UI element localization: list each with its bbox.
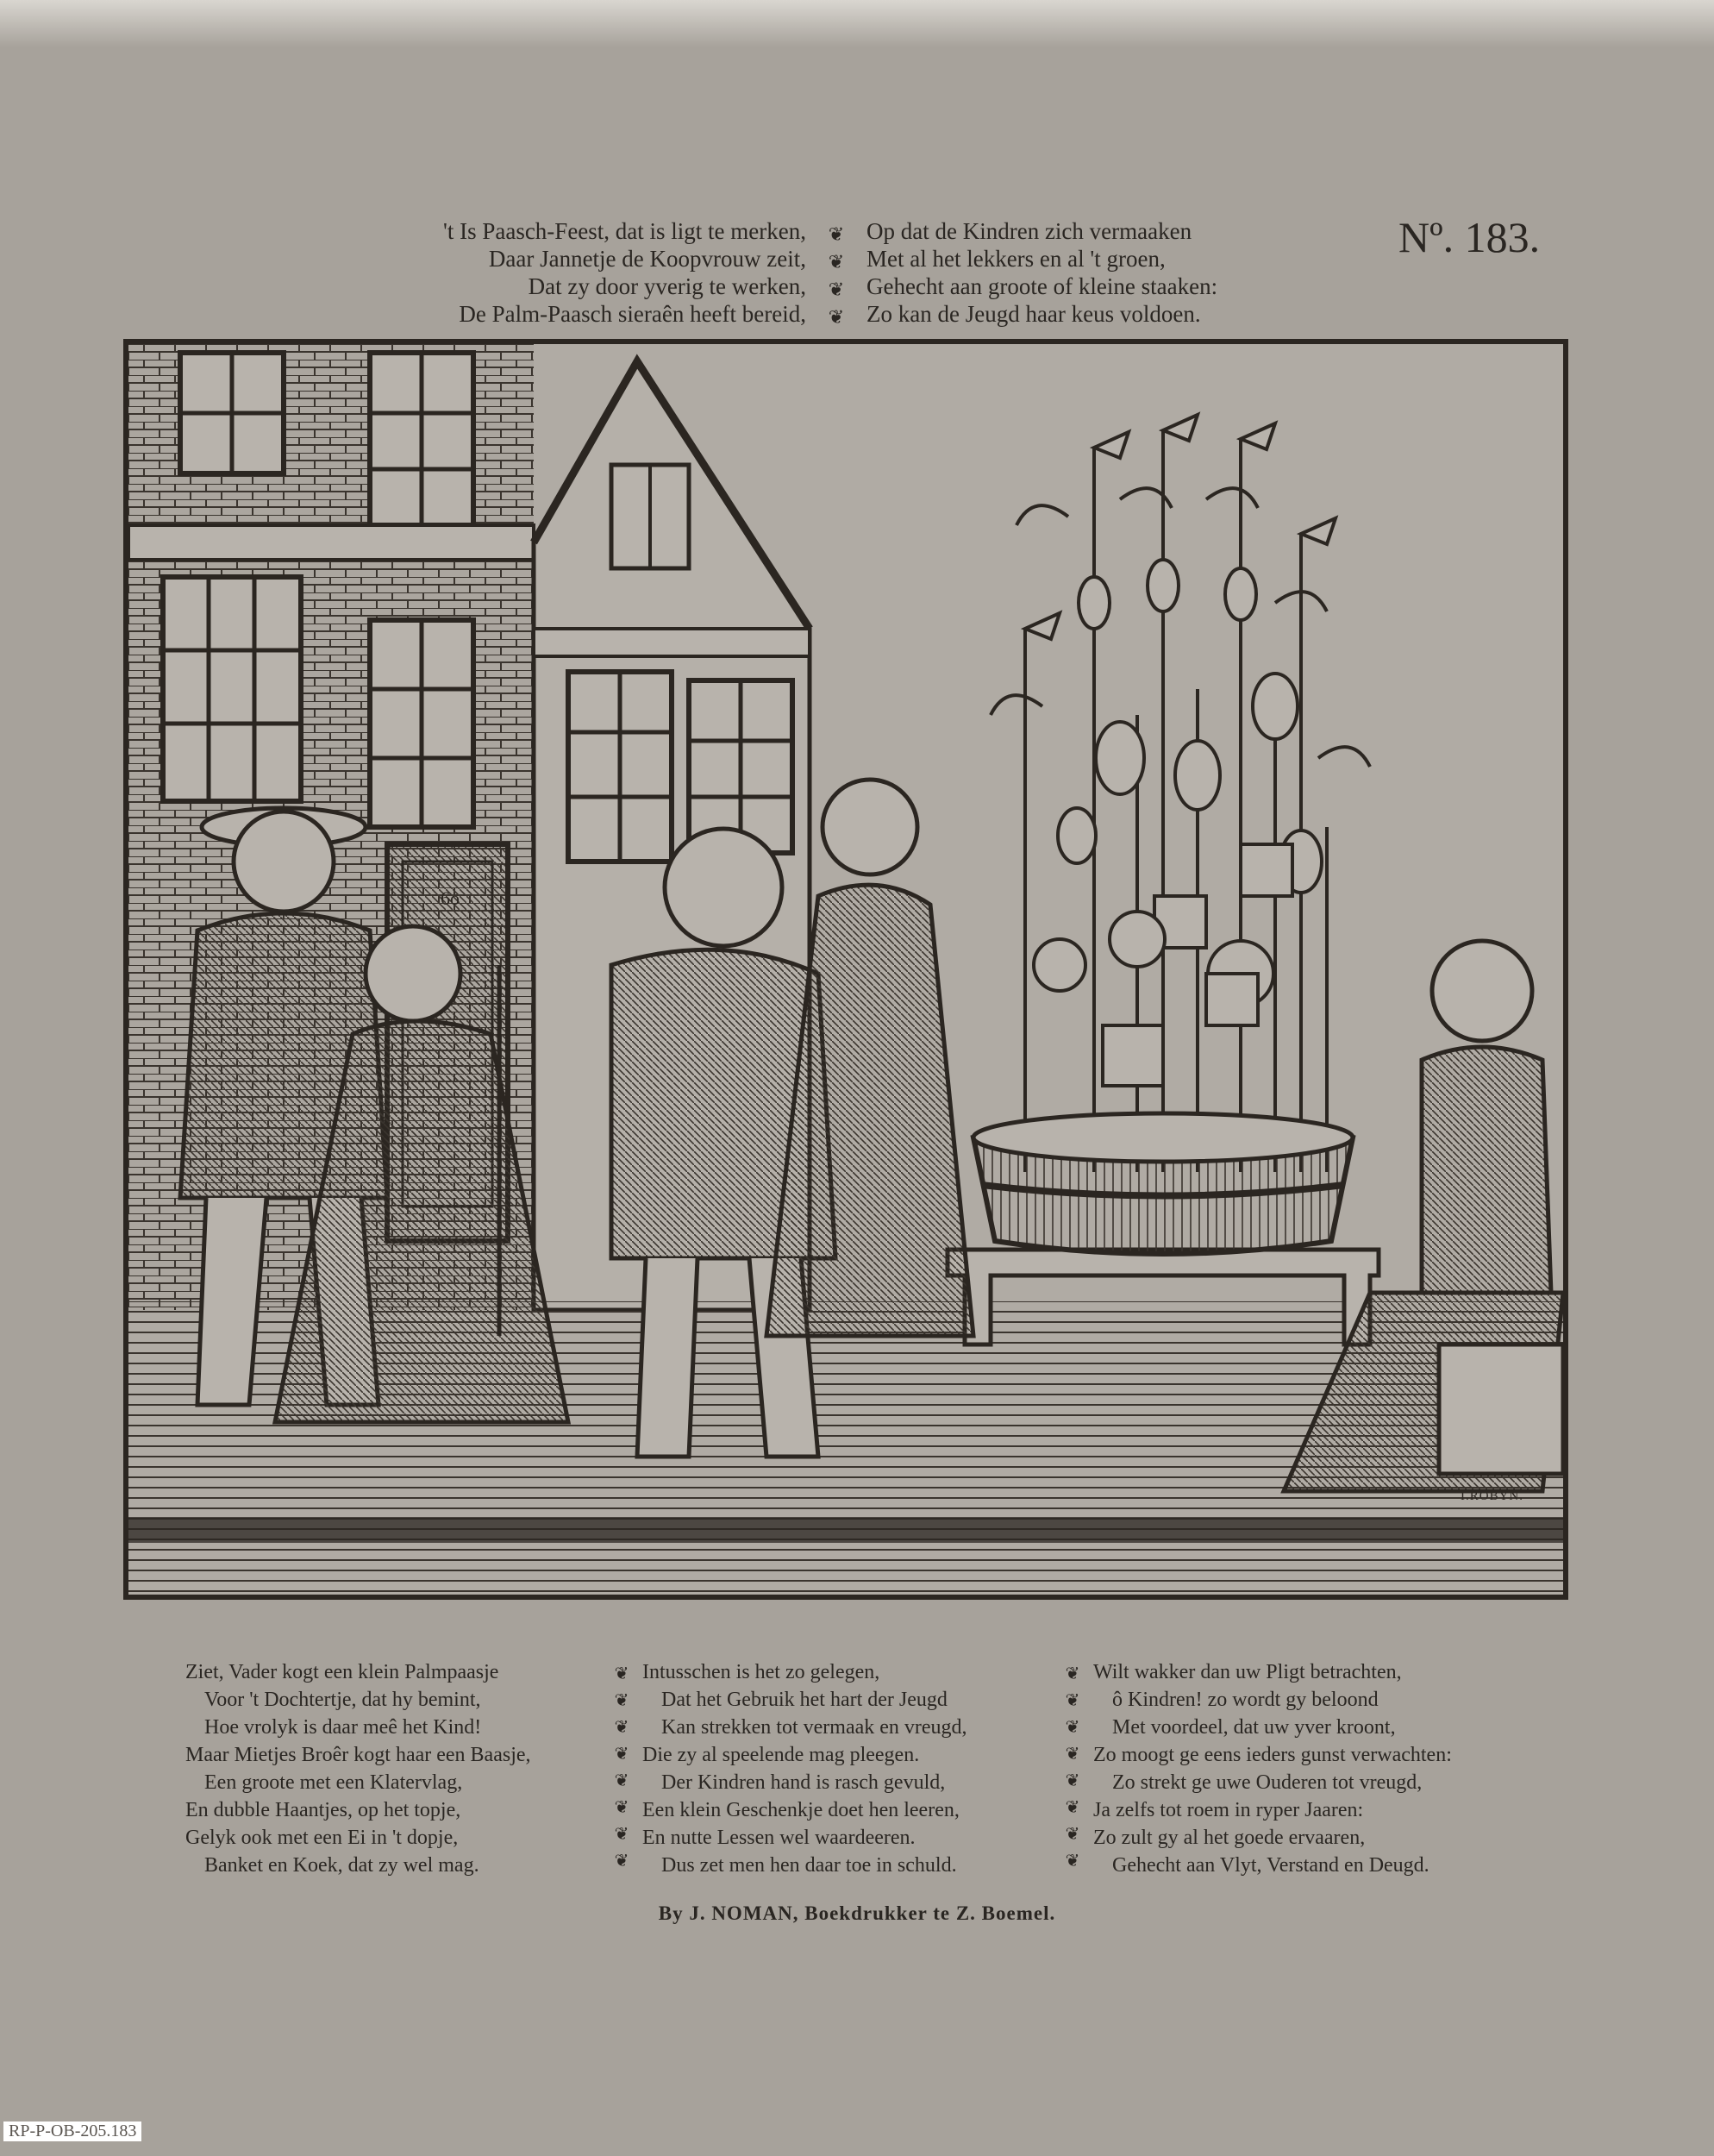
inventory-number: RP-P-OB-205.183 [3, 2122, 141, 2141]
verse-line: Dat het Gebruik het hart der Jeugd [661, 1689, 948, 1711]
verse-line: Gelyk ook met een Ei in 't dopje, [185, 1827, 459, 1849]
ground-line [128, 1517, 1563, 1543]
verse-line: ô Kindren! zo wordt gy beloond [1112, 1689, 1379, 1711]
fleuron-icon: ❦ [1065, 1770, 1080, 1790]
fleuron-icon: ❦ [1065, 1796, 1080, 1817]
door-number: 6o [441, 887, 460, 909]
top-verse-right [866, 217, 1315, 328]
palm-paasch-sticks [991, 415, 1370, 1172]
fleuron-icon: ❦ [614, 1689, 629, 1710]
verse-line: Een groote met een Klatervlag, [204, 1771, 463, 1794]
verse-line: 't Is Paasch-Feest, dat is ligt te merken, [442, 218, 806, 244]
verse-line: Maar Mietjes Broêr kogt haar een Baasje, [185, 1744, 531, 1766]
fleuron-icon: ❦ [828, 279, 845, 301]
verse-line: Ziet, Vader kogt een klein Palmpaasje [185, 1661, 499, 1683]
fleuron-icon: ❦ [1065, 1663, 1080, 1683]
fleuron-icon: ❦ [828, 307, 845, 329]
woodcut-illustration [123, 339, 1568, 1600]
verse-line: Zo zult gy al het goede ervaaren, [1093, 1827, 1366, 1849]
verse-line: Intusschen is het zo gelegen, [642, 1661, 880, 1683]
fleuron-icon: ❦ [614, 1796, 629, 1817]
verse-line: Met al het lekkers en al 't groen, [866, 246, 1166, 272]
bottom-ornament-column-1 [610, 1660, 634, 1874]
sheet-number: Nº. 183. [1398, 213, 1541, 261]
verse-line: Wilt wakker dan uw Pligt betrachten, [1093, 1661, 1402, 1683]
fleuron-icon: ❦ [614, 1850, 629, 1871]
verse-line: Banket en Koek, dat zy wel mag. [204, 1854, 479, 1877]
fleuron-icon: ❦ [614, 1823, 629, 1844]
top-ornament-column [823, 222, 849, 331]
verse-line: Der Kindren hand is rasch gevuld, [661, 1771, 946, 1794]
fleuron-icon: ❦ [828, 252, 845, 273]
bottom-verse-column-2 [642, 1658, 1048, 1879]
top-verse-left [371, 217, 806, 328]
bottom-ornament-column-2 [1060, 1660, 1085, 1874]
verse-line: Dus zet men hen daar toe in schuld. [661, 1854, 957, 1877]
fleuron-icon: ❦ [614, 1743, 629, 1764]
verse-line: En dubble Haantjes, op het topje, [185, 1799, 461, 1821]
woodcut-scene [128, 344, 1563, 1595]
bottom-verse-column-1 [185, 1658, 591, 1879]
verse-line: Dat zy door yverig te werken, [528, 273, 806, 299]
fleuron-icon: ❦ [614, 1770, 629, 1790]
fleuron-icon: ❦ [1065, 1850, 1080, 1871]
verse-line: Zo strekt ge uwe Ouderen tot vreugd, [1112, 1771, 1423, 1794]
fleuron-icon: ❦ [828, 224, 845, 246]
fleuron-icon: ❦ [1065, 1823, 1080, 1844]
verse-line: Een klein Geschenkje doet hen leeren, [642, 1799, 960, 1821]
verse-line: Ja zelfs tot roem in ryper Jaaren: [1093, 1799, 1364, 1821]
verse-line: Kan strekken tot vermaak en vreugd, [661, 1716, 967, 1739]
verse-line: Die zy al speelende mag pleegen. [642, 1744, 920, 1766]
fleuron-icon: ❦ [1065, 1689, 1080, 1710]
verse-line: Met voordeel, dat uw yver kroont, [1112, 1716, 1396, 1739]
fleuron-icon: ❦ [614, 1663, 629, 1683]
verse-line: Daar Jannetje de Koopvrouw zeit, [488, 246, 806, 272]
bottom-verse-column-3 [1093, 1658, 1524, 1879]
printer-imprint: By J. NOMAN, Boekdrukker te Z. Boemel. [658, 1902, 1056, 1924]
verse-line: Zo moogt ge eens ieders gunst verwachten: [1093, 1744, 1452, 1766]
fleuron-icon: ❦ [614, 1716, 629, 1737]
verse-line: Voor 't Dochtertje, dat hy bemint, [204, 1689, 481, 1711]
fleuron-icon: ❦ [1065, 1743, 1080, 1764]
engraver-signature: I.ROBYN. [1460, 1489, 1523, 1503]
verse-line: De Palm-Paasch sieraên heeft bereid, [459, 301, 806, 327]
verse-line: Zo kan de Jeugd haar keus voldoen. [866, 301, 1201, 327]
verse-line: Op dat de Kindren zich vermaaken [866, 218, 1192, 244]
verse-line: En nutte Lessen wel waardeeren. [642, 1827, 916, 1849]
verse-line: Gehecht aan groote of kleine staaken: [866, 273, 1218, 299]
verse-line: Hoe vrolyk is daar meê het Kind! [204, 1716, 482, 1739]
fleuron-icon: ❦ [1065, 1716, 1080, 1737]
verse-line: Gehecht aan Vlyt, Verstand en Deugd. [1112, 1854, 1429, 1877]
